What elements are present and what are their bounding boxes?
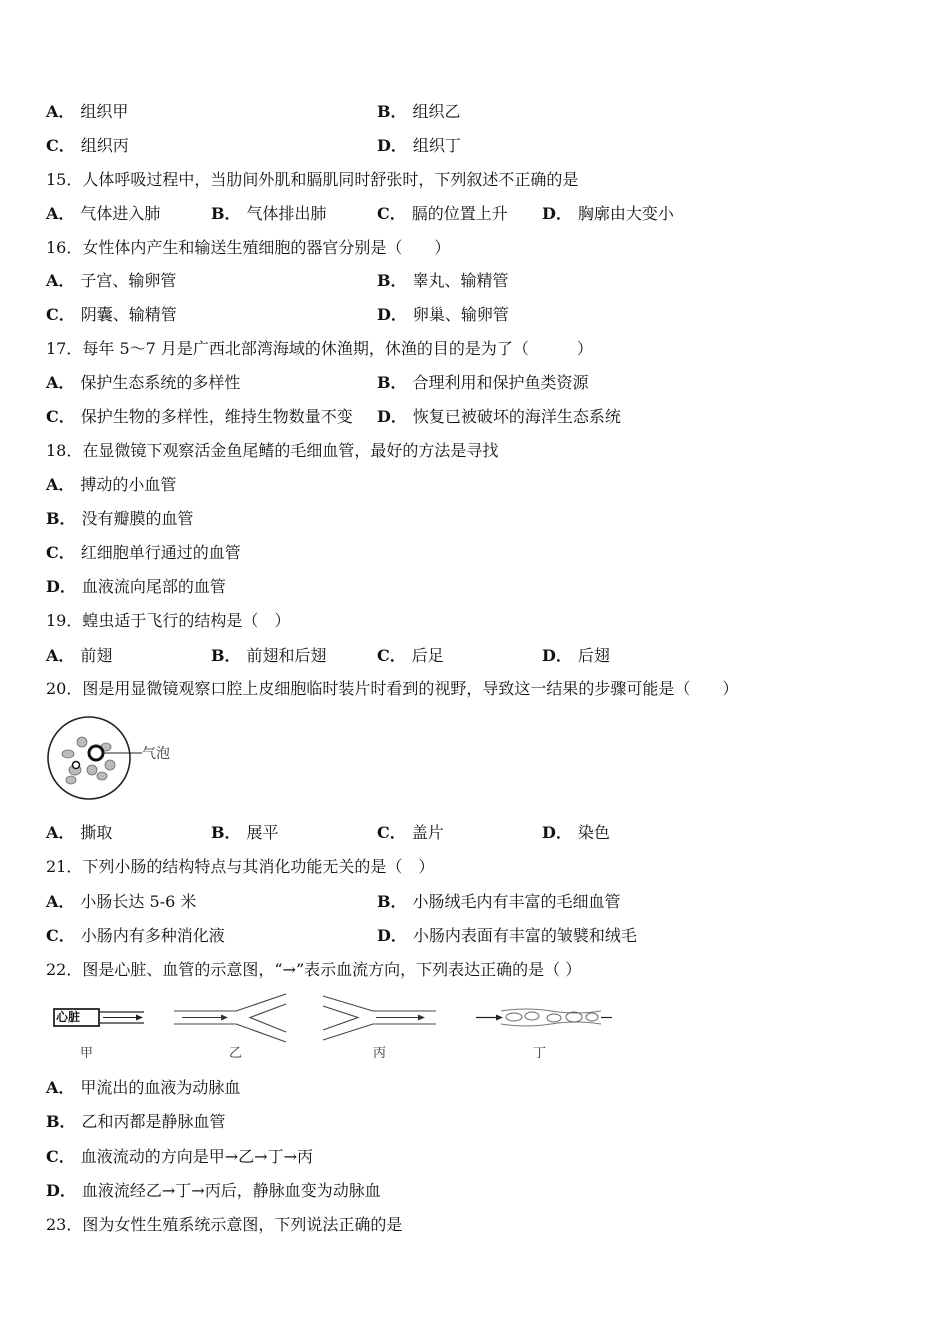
q16-option-a: A． 子宫、输卵管 xyxy=(46,271,177,290)
q18-option-a: A． 搏动的小血管 xyxy=(46,475,177,494)
q20-option-a: A． 撕取 xyxy=(46,823,113,842)
q18-option-b: B． 没有瓣膜的血管 xyxy=(46,509,194,528)
q18-option-c: C． 红细胞单行通过的血管 xyxy=(46,543,241,562)
q19-option-c: C． 后足 xyxy=(377,646,444,665)
q22-option-c: C． 血液流动的方向是甲→乙→丁→丙 xyxy=(46,1147,313,1166)
q14-option-b: B． 组织乙 xyxy=(377,102,461,121)
q20-option-b: B． 展平 xyxy=(211,823,279,842)
q21-option-d: D． 小肠内表面有丰富的皱襞和绒毛 xyxy=(377,926,637,945)
q19-option-d: D． 后翅 xyxy=(542,646,610,665)
q17-option-c: C． 保护生物的多样性，维持生物数量不变 xyxy=(46,407,353,426)
q15-option-a: A． 气体进入肺 xyxy=(46,204,161,223)
q17-option-d: D． 恢复已被破坏的海洋生态系统 xyxy=(377,407,621,426)
q15-option-c: C． 膈的位置上升 xyxy=(377,204,508,223)
q18-option-d: D． 血液流向尾部的血管 xyxy=(46,577,226,596)
q23-stem: 23．图为女性生殖系统示意图，下列说法正确的是 xyxy=(46,1215,403,1234)
q17-option-a: A． 保护生态系统的多样性 xyxy=(46,373,241,392)
q19-option-a: A． 前翅 xyxy=(46,646,113,665)
microscope-field-figure xyxy=(46,712,186,804)
q14-option-a: A． 组织甲 xyxy=(46,102,129,121)
q14-option-c: C． 组织丙 xyxy=(46,136,129,155)
caption-bing: 丙 xyxy=(373,1046,387,1061)
caption-ding: 丁 xyxy=(533,1046,547,1061)
q20-stem: 20．图是用显微镜观察口腔上皮细胞临时装片时看到的视野，导致这一结果的步骤可能是（ ） xyxy=(46,679,739,698)
heart-vessels-figure xyxy=(46,992,626,1060)
q21-stem: 21．下列小肠的结构特点与其消化功能无关的是（ ） xyxy=(46,857,435,876)
q18-stem: 18．在显微镜下观察活金鱼尾鳍的毛细血管，最好的方法是寻找 xyxy=(46,441,499,460)
q15-option-b: B． 气体排出肺 xyxy=(211,204,327,223)
q16-option-c: C． 阴囊、输精管 xyxy=(46,305,177,324)
q20-option-c: C． 盖片 xyxy=(377,823,444,842)
q15-option-d: D． 胸廓由大变小 xyxy=(542,204,674,223)
q20-option-d: D． 染色 xyxy=(542,823,610,842)
q22-option-d: D． 血液流经乙→丁→丙后，静脉血变为动脉血 xyxy=(46,1181,381,1200)
caption-yi: 乙 xyxy=(229,1046,243,1061)
q22-option-a: A． 甲流出的血液为动脉血 xyxy=(46,1078,241,1097)
q15-stem: 15．人体呼吸过程中，当肋间外肌和膈肌同时舒张时，下列叙述不正确的是 xyxy=(46,170,579,189)
q21-option-c: C． 小肠内有多种消化液 xyxy=(46,926,225,945)
q17-stem: 17．每年 5～7 月是广西北部湾海域的休渔期，休渔的目的是为了（ ） xyxy=(46,339,593,358)
q19-stem: 19．蝗虫适于飞行的结构是（ ） xyxy=(46,611,291,630)
q22-option-b: B． 乙和丙都是静脉血管 xyxy=(46,1112,226,1131)
q19-option-b: B． 前翅和后翅 xyxy=(211,646,327,665)
q16-option-d: D． 卵巢、输卵管 xyxy=(377,305,509,324)
bubble-label: 气泡 xyxy=(142,746,170,762)
caption-jia: 甲 xyxy=(80,1046,94,1061)
q22-stem: 22．图是心脏、血管的示意图，“→”表示血流方向，下列表达正确的是（ ） xyxy=(46,960,582,979)
q16-stem: 16．女性体内产生和输送生殖细胞的器官分别是（ ） xyxy=(46,238,451,257)
q16-option-b: B． 睾丸、输精管 xyxy=(377,271,509,290)
heart-label: 心脏 xyxy=(56,1010,81,1024)
q14-option-d: D． 组织丁 xyxy=(377,136,461,155)
q17-option-b: B． 合理利用和保护鱼类资源 xyxy=(377,373,589,392)
q21-option-b: B． 小肠绒毛内有丰富的毛细血管 xyxy=(377,892,621,911)
q21-option-a: A． 小肠长达 5-6 米 xyxy=(46,892,197,911)
